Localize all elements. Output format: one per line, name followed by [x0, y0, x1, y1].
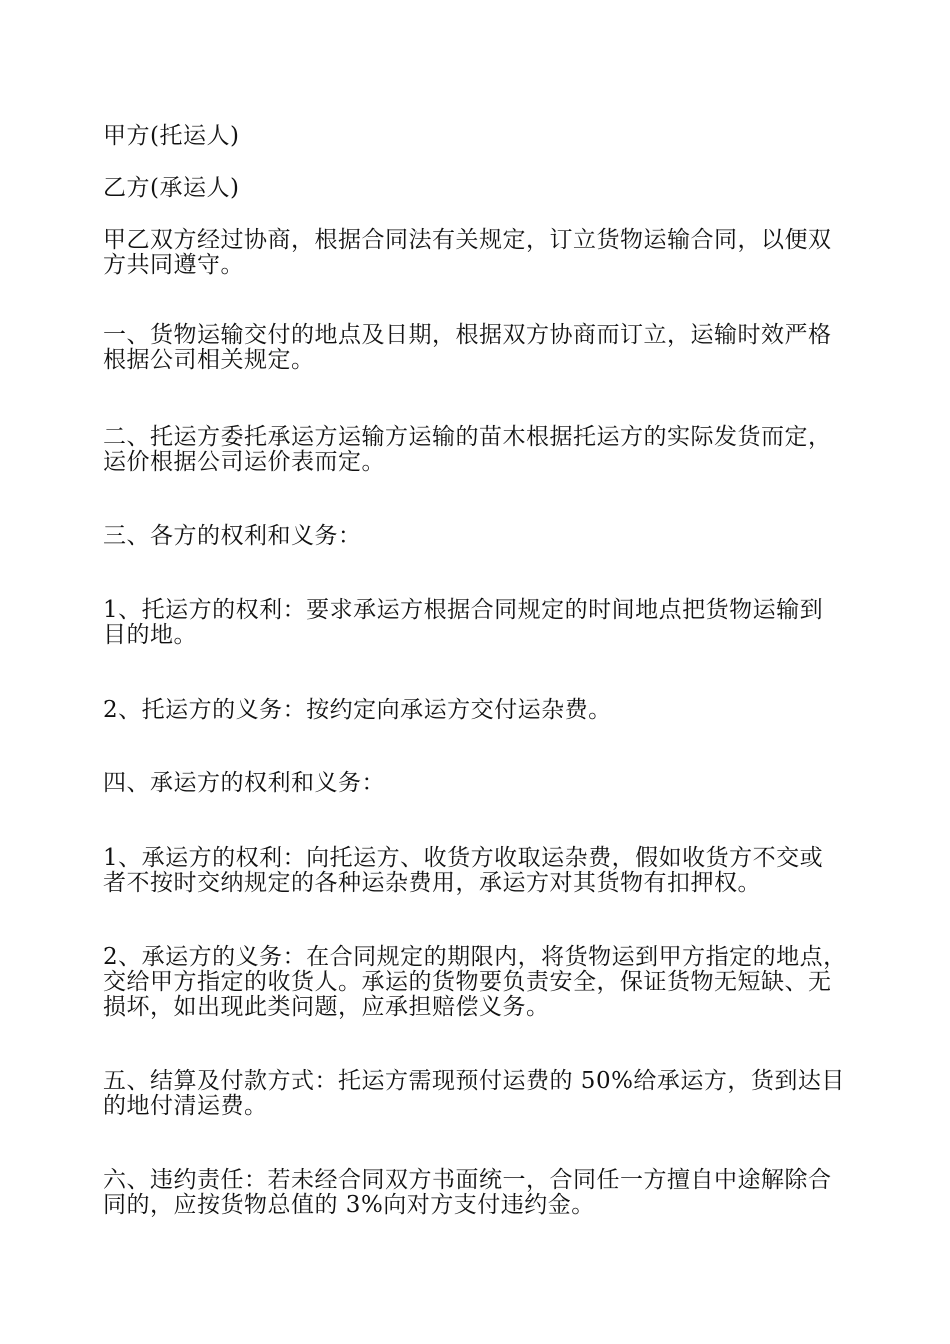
clause-5-paragraph: 五、结算及付款方式：托运方需现预付运费的 50%给承运方，货到达目 的地付清运费。: [103, 1068, 845, 1119]
clause-1-paragraph: 一、货物运输交付的地点及日期，根据双方协商而订立，运输时效严格 根据公司相关规定。: [103, 322, 832, 373]
clause-4-item-1: 1、承运方的权利：向托运方、收货方收取运杂费，假如收货方不交或 者不按时交纳规定的各种运杂费用，承运方对其货物有扣押权。: [103, 845, 824, 896]
clause-4-item-2: 2、承运方的义务：在合同规定的期限内，将货物运到甲方指定的地点， 交给甲方指定的收货人。承运的货物要负责安全，保证货物无短缺、无 损坏，如出现此类问题，应承担赔偿义务。: [103, 944, 847, 1020]
clause-3-heading: 三、各方的权利和义务：: [103, 523, 362, 549]
clause-3-item-1: 1、托运方的权利：要求承运方根据合同规定的时间地点把货物运输到 目的地。: [103, 597, 824, 648]
clause-6-paragraph: 六、违约责任：若未经合同双方书面统一，合同任一方擅自中途解除合 同的，应按货物总值的 3%向对方支付违约金。: [103, 1167, 832, 1218]
preamble-paragraph: 甲乙双方经过协商，根据合同法有关规定，订立货物运输合同，以便双 方共同遵守。: [103, 227, 832, 278]
clause-4-heading: 四、承运方的权利和义务：: [103, 770, 385, 796]
clause-2-paragraph: 二、托运方委托承运方运输方运输的苗木根据托运方的实际发货而定， 运价根据公司运价表而定。: [103, 424, 832, 475]
party-b-line: 乙方(承运人): [103, 175, 240, 201]
party-a-line: 甲方(托运人): [103, 123, 240, 149]
clause-3-item-2: 2、托运方的义务：按约定向承运方交付运杂费。: [103, 697, 612, 723]
